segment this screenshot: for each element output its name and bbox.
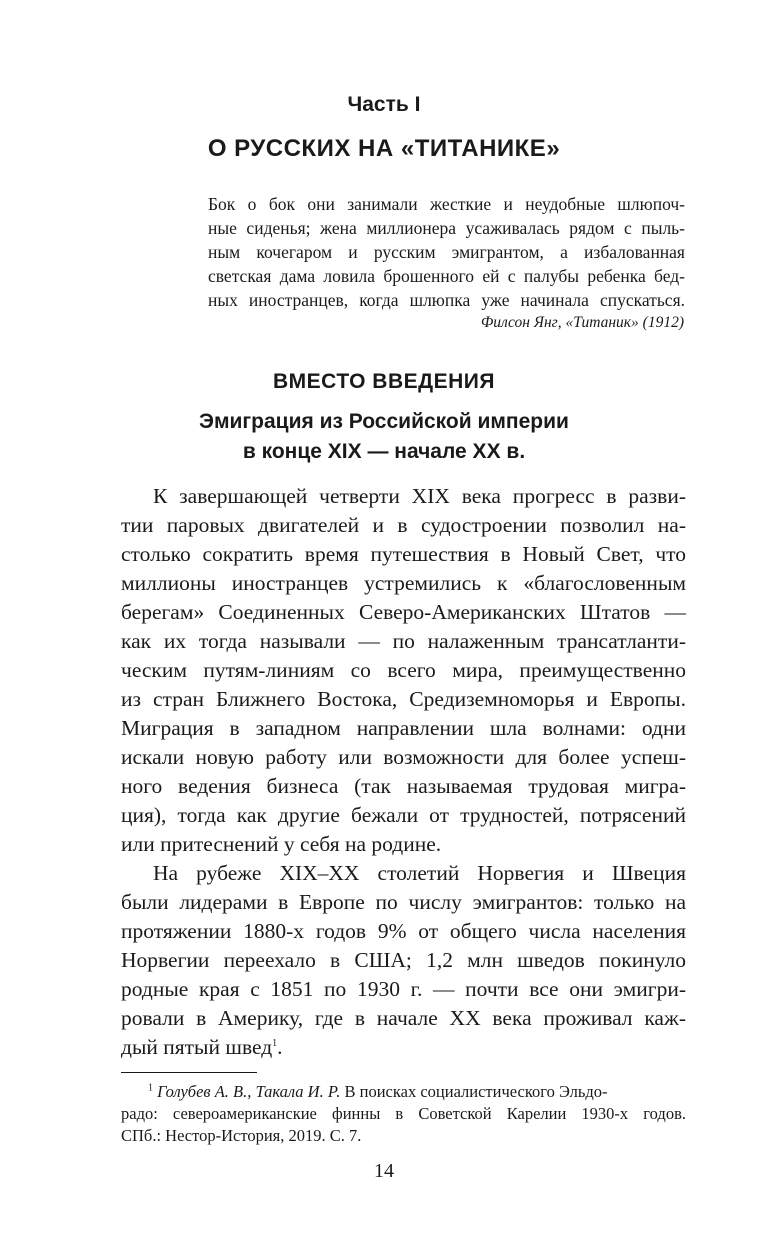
body-line: протяжении 1880-х годов 9% от общего числа населения xyxy=(121,919,686,943)
body-line: На рубеже XIX–XX столетий Норвегия и Швеция xyxy=(153,861,686,885)
section-title: ВМЕСТО ВВЕДЕНИЯ xyxy=(273,370,495,393)
body-line: К завершающей четверти XIX века прогресс в разви- xyxy=(153,484,686,508)
body-line: из стран Ближнего Востока, Средиземноморья и Европы. xyxy=(121,687,686,711)
footnote-authors: Голубев А. В., Такала И. Р. xyxy=(157,1082,341,1101)
footnote-number: 1 xyxy=(148,1082,153,1094)
footnote-reference[interactable]: 1 xyxy=(272,1037,278,1049)
body-line: как их тогда называли — по налаженным трансатланти- xyxy=(121,629,686,653)
body-line-last xyxy=(121,1035,686,1060)
body-line: берегам» Соединенных Северо-Американских Штатов — xyxy=(121,600,686,624)
epigraph-attribution: Филсон Янг, «Титаник» (1912) xyxy=(480,314,684,331)
epigraph-line: светская дама ловила брошенного ей с палубы ребенка бед- xyxy=(208,266,685,286)
epigraph-line: Бок о бок они занимали жесткие и неудобные шлюпоч- xyxy=(208,194,685,214)
body-line: были лидерами в Европе по числу эмигрантов: только на xyxy=(121,890,686,914)
body-line: ного ведения бизнеса (так называемая трудовая мигра- xyxy=(121,774,686,798)
page-number: 14 xyxy=(374,1160,394,1182)
epigraph-line: ных иностранцев, когда шлюпка уже начинала спускаться. xyxy=(208,290,685,310)
footnote-text: В поисках социалистического Эльдо- xyxy=(340,1082,608,1101)
body-line: ровали в Америку, где в начале XX века проживал каж- xyxy=(121,1006,686,1030)
epigraph-line: ные сиденья; жена миллионера усаживалась рядом с пыль- xyxy=(208,218,685,238)
body-line: ческим путям-линиям со всего мира, преимущественно xyxy=(121,658,686,682)
body-line: Миграция в западном направлении шла волнами: одни xyxy=(121,716,686,740)
body-line: или притеснений у себя на родине. xyxy=(121,832,442,856)
section-subtitle-line: Эмиграция из Российской империи xyxy=(199,410,569,433)
body-line: Норвегии переехало в США; 1,2 млн шведов покинуло xyxy=(121,948,686,972)
footnote-line: радо: североамериканские финны в Советской Карелии 1930-х годов. xyxy=(121,1104,686,1123)
body-text-end: . xyxy=(277,1035,283,1059)
body-line: родные края с 1851 по 1930 г. — почти все они эмигри- xyxy=(121,977,686,1001)
footnote-divider xyxy=(121,1072,257,1073)
epigraph-line: ным кочегаром и русским эмигрантом, а избалованная xyxy=(208,242,685,262)
body-line: столько сократить время путешествия в Новый Свет, что xyxy=(121,542,686,566)
footnote-line: СПб.: Нестор-История, 2019. С. 7. xyxy=(121,1126,362,1145)
body-line: миллионы иностранцев устремились к «благословенным xyxy=(121,571,686,595)
body-line: ция), тогда как другие бежали от трудностей, потрясений xyxy=(121,803,686,827)
section-subtitle-line: в конце XIX — начале XX в. xyxy=(242,440,526,463)
part-title: О РУССКИХ НА «ТИТАНИКЕ» xyxy=(207,135,561,162)
footnote-line xyxy=(148,1082,686,1102)
part-label: Часть I xyxy=(347,93,421,116)
body-text: дый пятый швед xyxy=(121,1035,273,1059)
body-line: искали новую работу или возможности для более успеш- xyxy=(121,745,686,769)
body-line: тии паровых двигателей и в судостроении позволил на- xyxy=(121,513,686,537)
